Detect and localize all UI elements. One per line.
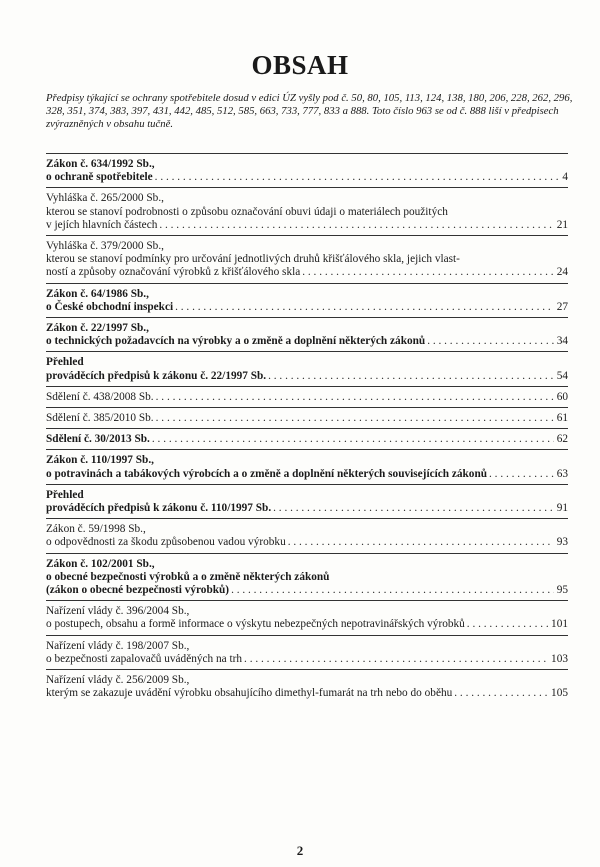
toc-entry[interactable]	[46, 674, 568, 700]
toc-entry-line	[46, 468, 568, 481]
toc-entry[interactable]	[46, 640, 568, 666]
toc-entry[interactable]	[46, 240, 568, 280]
toc-entry-text: ností a způsoby označování výrobků z křišťálového skla	[46, 266, 301, 279]
dot-leader	[425, 335, 554, 348]
dot-leader	[487, 468, 554, 481]
toc-divider	[46, 553, 568, 554]
toc-divider	[46, 283, 568, 284]
toc-entry-text: prováděcích předpisů k zákonu č. 22/1997 Sb.	[46, 369, 267, 382]
dot-leader	[154, 391, 554, 404]
toc-entry-line	[46, 502, 568, 515]
toc-divider	[46, 518, 568, 519]
toc-entry-text: o bezpečnosti zapalovačů uváděných na trh	[46, 652, 243, 665]
toc-divider	[46, 428, 568, 429]
toc-entry-text: kterou se stanoví podmínky pro určování jednotlivých druhů křišťálového skla, jejich vlast-	[46, 253, 460, 266]
toc-entry-text: Zákon č. 59/1998 Sb.,	[46, 523, 146, 536]
toc-entry-line	[46, 219, 568, 232]
toc-entry-text: o potravinách a tabákových výrobcích a o změně a doplnění některých souvisejících zákonů	[46, 467, 488, 480]
toc-entry[interactable]	[46, 489, 568, 515]
toc-entry-text: Sdělení č. 438/2008 Sb.	[46, 390, 154, 403]
toc-divider	[46, 449, 568, 450]
toc-divider	[46, 235, 568, 236]
toc-entry-text: Nařízení vlády č. 198/2007 Sb.,	[46, 639, 190, 652]
toc-entry[interactable]	[46, 356, 568, 382]
toc-entry-line	[46, 687, 568, 700]
toc-entry-line	[46, 584, 568, 597]
toc-entry-text: prováděcích předpisů k zákonu č. 110/1997 Sb.	[46, 502, 272, 515]
toc-divider	[46, 317, 568, 318]
toc-entry[interactable]	[46, 192, 568, 232]
toc-page-number: 62	[556, 433, 568, 446]
toc-entry-text: o postupech, obsahu a formě informace o výskytu nebezpečných nepotravinářských výrobků	[46, 618, 465, 631]
toc-divider	[46, 187, 568, 188]
toc-page-number: 54	[556, 369, 568, 382]
dot-leader	[465, 618, 548, 631]
toc-entry[interactable]	[46, 605, 568, 631]
toc-entry-line	[46, 618, 568, 631]
dot-leader	[266, 370, 554, 383]
toc-entry[interactable]	[46, 158, 568, 184]
toc-entry-text: Zákon č. 634/1992 Sb.,	[46, 158, 155, 170]
toc-entry-text: Vyhláška č. 265/2000 Sb.,	[46, 192, 164, 205]
toc-entry-line	[46, 653, 568, 666]
toc-entry-line	[46, 335, 568, 348]
toc-page-number: 60	[556, 390, 568, 403]
toc-entry-text: Zákon č. 102/2001 Sb.,	[46, 557, 155, 570]
toc-entry-text: o odpovědnosti za škodu způsobenou vadou výrobku	[46, 536, 286, 549]
page-number: 2	[296, 843, 304, 858]
dot-leader	[157, 219, 553, 232]
toc-page-number: 103	[551, 652, 568, 665]
dot-leader	[300, 266, 553, 279]
toc-divider	[46, 669, 568, 670]
toc-entry-text: Nařízení vlády č. 396/2004 Sb.,	[46, 605, 190, 618]
toc-page-number: 95	[556, 584, 568, 597]
toc-page-number: 61	[556, 412, 568, 425]
toc-entry-text: o obecné bezpečnosti výrobků a o změně některých zákonů	[46, 570, 330, 583]
dot-leader	[173, 301, 554, 314]
toc-divider	[46, 351, 568, 352]
intro-paragraph: Předpisy týkající se ochrany spotřebitele dosud v edici ÚZ vyšly pod č. 50, 80, 105, 113, 124, 138, 180, 206, 228, 262, 296, 328, 351, 374, 383, 397, 431, 442, 485, 512, 585, 663, 733, 777, 833 a 888. Toto číslo 963 se od č. 888 liší v předpisech zvýrazněných v obsahu tučně.	[46, 92, 573, 130]
toc-entry-text: Přehled	[46, 356, 84, 369]
toc-page-number: 4	[562, 171, 568, 184]
dot-leader	[229, 584, 554, 597]
toc-entry-text: Sdělení č. 385/2010 Sb.	[46, 412, 154, 425]
toc-entry[interactable]	[46, 558, 568, 598]
toc-entry-line	[46, 266, 568, 279]
dot-leader	[154, 412, 554, 425]
toc-entry-text: (zákon o obecné bezpečnosti výrobků)	[46, 584, 230, 597]
toc-page-number: 27	[556, 300, 568, 313]
toc-entry-text: o České obchodní inspekci	[46, 300, 174, 313]
toc-divider	[46, 407, 568, 408]
toc-divider	[46, 635, 568, 636]
toc-entry-text: Vyhláška č. 379/2000 Sb.,	[46, 240, 164, 253]
dot-leader	[150, 433, 554, 446]
toc-entry[interactable]	[46, 412, 568, 425]
toc-entry[interactable]	[46, 523, 568, 549]
table-of-contents	[46, 150, 568, 701]
toc-entry-line	[46, 301, 568, 314]
toc-entry-text: v jejích hlavních částech	[46, 218, 158, 231]
toc-entry[interactable]	[46, 288, 568, 314]
toc-page-number: 21	[556, 218, 568, 231]
toc-entry-text: kterou se stanoví podrobnosti o způsobu označování obuvi údaji o materiálech použitých	[46, 205, 448, 218]
toc-entry-text: Sdělení č. 30/2013 Sb.	[46, 433, 150, 446]
toc-entry[interactable]	[46, 454, 568, 480]
toc-page-number: 101	[551, 618, 568, 631]
toc-entry[interactable]	[46, 433, 568, 446]
toc-entry-text: Zákon č. 64/1986 Sb.,	[46, 287, 149, 300]
toc-entry[interactable]	[46, 391, 568, 404]
toc-page-number: 63	[556, 467, 568, 480]
toc-entry[interactable]	[46, 322, 568, 348]
toc-entry-text: o technických požadavcích na výrobky a o změně a doplnění některých zákonů	[46, 335, 426, 348]
page-title: OBSAH	[251, 50, 349, 80]
toc-entry-line	[46, 370, 568, 383]
toc-entry-line	[46, 391, 568, 404]
toc-entry-text: o ochraně spotřebitele	[46, 171, 153, 184]
toc-divider	[46, 386, 568, 387]
toc-entry-text: Přehled	[46, 488, 84, 501]
dot-leader	[153, 171, 560, 184]
toc-entry-text: Zákon č. 22/1997 Sb.,	[46, 322, 149, 335]
toc-entry-text: Nařízení vlády č. 256/2009 Sb.,	[46, 674, 190, 687]
dot-leader	[452, 687, 548, 700]
dot-leader	[242, 653, 548, 666]
dot-leader	[286, 536, 554, 549]
toc-entry-line	[46, 433, 568, 446]
toc-page-number: 34	[556, 335, 568, 348]
toc-entry-text: Zákon č. 110/1997 Sb.,	[46, 454, 154, 467]
toc-divider	[46, 600, 568, 601]
toc-page-number: 105	[551, 687, 568, 700]
toc-page-number: 93	[556, 536, 568, 549]
toc-page-number: 91	[556, 502, 568, 515]
toc-entry-line	[46, 171, 568, 184]
dot-leader	[271, 502, 554, 515]
toc-entry-line	[46, 412, 568, 425]
toc-divider	[46, 153, 568, 154]
toc-entry-text: kterým se zakazuje uvádění výrobku obsahujícího dimethyl-fumarát na trh nebo do oběhu	[46, 687, 453, 700]
toc-divider	[46, 484, 568, 485]
toc-entry-line	[46, 536, 568, 549]
toc-page-number: 24	[556, 266, 568, 279]
